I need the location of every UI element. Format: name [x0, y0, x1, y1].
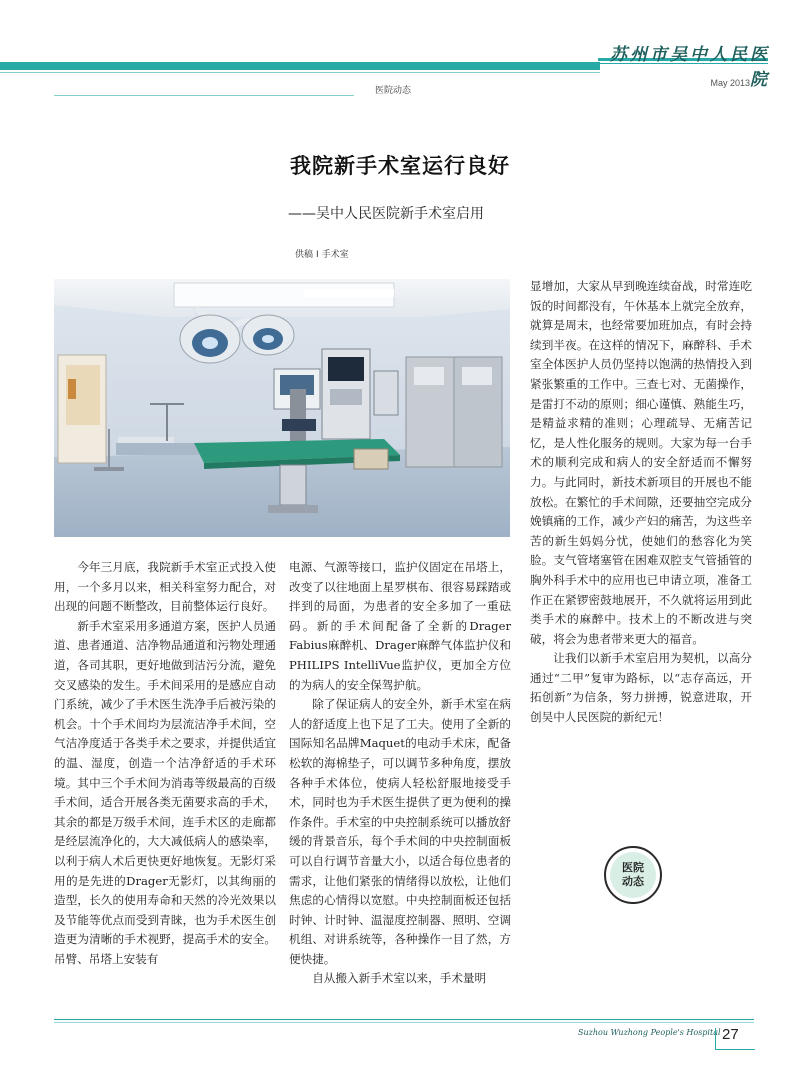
- paragraph: 让我们以新手术室启用为契机，以高分通过“二甲”复审为路标，以“志存高远，开拓创新”为信条，努力拼搏，锐意进取，开创吴中人民医院的新纪元！: [530, 651, 752, 725]
- badge-line-1: 医院: [622, 861, 644, 874]
- page-number: 27: [722, 1026, 739, 1043]
- article-column-3: [530, 277, 752, 728]
- hospital-name: 苏州市吴中人民医院: [610, 45, 770, 90]
- footer-rule: [54, 1019, 754, 1020]
- byline-source: 手术室: [321, 250, 349, 260]
- byline-separator: I: [316, 250, 319, 260]
- badge-line-2: 动态: [622, 875, 644, 888]
- paragraph-continued: 电源、气源等接口，监护仪固定在吊塔上，改变了以往地面上星罗棋布、很容易踩踏或拌到的局面，为患者的安全多加了一重砝码。新的手术间配备了全新的Drager Fabius麻醉机、Drager麻醉气体监护仪和PHILIPS IntelliVue监护仪，更加全方位的为病人的安全保驾护航。: [289, 560, 511, 692]
- issue-date: May 2013: [710, 78, 750, 88]
- article-title: 我院新手术室运行良好: [290, 154, 510, 178]
- paragraph-continued: 显增加，大家从早到晚连续奋战，时常连吃饭的时间都没有，午休基本上就完全放弃，就算是周末，也经常要加班加点，有时会持续到半夜。在这样的情况下，麻醉科、手术室全体医护人员仍坚持以饱满的热情投入到紧张繁重的工作中。三查七对、无菌操作，是雷打不动的原则；细心谨慎、熟能生巧，是精益求精的准则；心理疏导、无痛苦记忆，是人性化服务的规则。大家为每一台手术的顺利完成和病人的安全舒适而不懈努力。与此同时，新技术新项目的开展也不能放松。在繁忙的手术间隙，还要抽空完成分娩镇痛的工作，减少产妇的痛苦，为这些辛苦的新生妈妈分忧，使她们的愁容化为笑脸。支气管堵塞管在困难双腔支气管插管的胸外科手术中的应用也已申请立项，准备工作正在紧锣密鼓地展开，不久就将运用到此类手术的麻醉中。技术上的不断改进与突破，将会为患者带来更大的福音。: [530, 279, 752, 646]
- article-column-1: [54, 558, 276, 969]
- footer-hospital-name: Suzhou Wuzhong People's Hospital: [578, 1028, 721, 1037]
- section-label: 医院动态: [375, 86, 412, 96]
- paragraph: 除了保证病人的安全外，新手术室在病人的舒适度上也下足了工夫。使用了全新的国际知名品牌Maquet的电动手术床，配备松软的海棉垫子，可以调节多种角度，摆放各种手术体位，使病人轻松舒服地接受手术，同时也为手术医生提供了更为便利的操作条件。手术室的中央控制系统可以播放舒缓的背景音乐，每个手术间的中央控制面板可以自行调节音量大小，以适合每位患者的需求，让他们紧张的情绪得以放松，让他们焦虑的心情得以宽慰。中央控制面板还包括时钟、计时钟、温湿度控制器、照明、空调机组、对讲系统等，各种操作一目了然，方便快捷。: [289, 697, 511, 966]
- article-subtitle: ——吴中人民医院新手术室启用: [288, 206, 484, 222]
- header-accent-thin-line: [0, 72, 600, 73]
- byline-prefix: 供稿: [295, 250, 314, 260]
- operating-room-photo: [54, 279, 510, 537]
- section-badge: [604, 846, 662, 904]
- paragraph: 今年三月底，我院新手术室正式投入使用，一个多月以来，相关科室努力配合，对出现的问题不断整改，目前整体运行良好。: [54, 560, 276, 614]
- header-accent-bar: [0, 62, 600, 70]
- section-badge-inner: [610, 852, 656, 898]
- article-column-2: [289, 558, 511, 989]
- section-rule: [54, 95, 354, 96]
- paragraph: 新手术室采用多通道方案，医护人员通道、患者通道、洁净物品通道和污物处理通道，各司其职，更好地做到洁污分流，避免交叉感染的发生。手术间采用的是感应自动门系统，减少了手术医生洗净手后被污染的机会。十个手术间均为层流洁净手术间，空气洁净度适于各类手术之要求，并提供适宜的温、湿度，创造一个洁净舒适的手术环境。其中三个手术间为消毒等级最高的百级手术间，适合开展各类无菌要求高的手术，其余的都是万级手术间，连手术区的走廊都是经层流净化的，大大减低病人的感染率，以利于病人术后更快更好地恢复。无影灯采用的是先进的Drager无影灯，以其绚丽的造型，长久的使用寿命和天然的冷光效果以及节能等优点而受到青睐，也为手术医生创造更为清晰的手术视野，提高手术的安全。吊臂、吊塔上安装有: [54, 618, 276, 966]
- paragraph: 自从搬入新手术室以来，手术量明: [312, 971, 487, 986]
- footer-rule-thin: [54, 1022, 754, 1023]
- byline: [295, 247, 349, 260]
